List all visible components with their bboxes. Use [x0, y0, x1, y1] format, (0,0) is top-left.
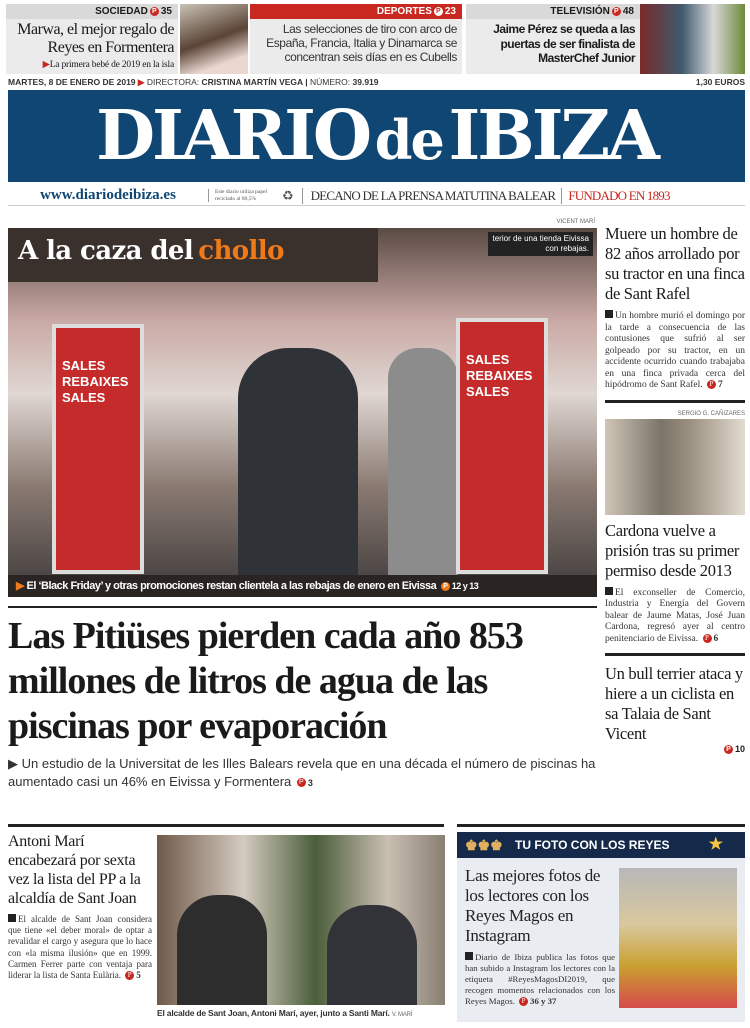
teaser-subtitle: La primera bebé de 2019 en la isla	[49, 60, 174, 70]
article-title: Cardona vuelve a prisión tras su primer permiso desde 2013	[605, 520, 740, 580]
main-photo[interactable]	[8, 228, 597, 597]
masthead[interactable]	[8, 90, 745, 182]
page-icon: P	[519, 997, 528, 1006]
section-label: TELEVISIÓN	[550, 6, 610, 17]
page-icon: P	[150, 7, 159, 16]
header	[6, 4, 745, 206]
article-body: Diario de Ibiza publica las fotos que han subido a Instagram los lectores con la etiqueta #ReyesMagosDI2019, que recogen momentos relacionados con los Reyes Magos.	[465, 952, 615, 1006]
reyes-box[interactable]	[457, 832, 745, 1022]
page-number: 10	[734, 744, 745, 754]
teaser-title: Marwa, el mejor regalo de Reyes en Formentera	[17, 21, 174, 56]
page-icon: P	[707, 380, 716, 389]
tagline-bar	[8, 186, 745, 206]
page-icon: P	[703, 634, 712, 643]
teaser-photo-masterchef	[640, 4, 745, 74]
page-icon: P	[434, 7, 443, 16]
page-number: 3	[307, 778, 313, 788]
caption-text: El ‘Black Friday’ y otras promociones restan clientela a las rebajas de enero en Eivissa	[26, 580, 437, 592]
lead-sub-text: Un estudio de la Universitat de les Illes Balears revela que en una década el número de piscinas ha aumentado casi un 46% en Eivissa y Formentera	[8, 756, 596, 789]
side-article-tractor[interactable]	[605, 224, 745, 392]
issue-number: 39.919	[352, 77, 379, 87]
founded: FUNDADO EN 1893	[561, 188, 669, 204]
reyes-banner	[457, 832, 745, 858]
cardona-photo	[605, 419, 745, 515]
website-link[interactable]: www.diariodeibiza.es	[40, 187, 176, 203]
photo-credit: V. MARÍ	[391, 1012, 413, 1018]
masthead-title-de: de	[374, 108, 443, 172]
article-title: Muere un hombre de 82 años arrollado por su tractor en una finca de Sant Rafel	[605, 224, 745, 303]
three-kings-icon: ♚♚♚	[465, 837, 503, 853]
sales-sign-left: SALES REBAIXES SALES	[52, 324, 144, 574]
reyes-photo	[619, 868, 737, 1008]
recycled-note: Este diario utiliza papel reciclado al 80,5%	[208, 189, 282, 202]
arrow-icon: ▶	[16, 580, 24, 592]
photo-title-highlight: chollo	[198, 236, 284, 266]
photo-inset-caption: terior de una tienda Eivissa con rebajas.	[488, 232, 593, 256]
article-title: Antoni Marí encabezará por sexta vez la lista del PP a la alcaldía de Sant Joan	[8, 833, 141, 907]
right-column	[605, 224, 745, 755]
article-antoni-mari[interactable]	[8, 832, 152, 981]
director-label: DIRECTORA:	[146, 77, 200, 87]
photo-title	[8, 228, 294, 282]
page-number: 7	[718, 380, 723, 390]
photo-credit: VICENT MARÍ	[556, 219, 595, 225]
side-article-cardona[interactable]	[605, 521, 745, 646]
section-label: DEPORTES	[376, 6, 432, 17]
arrow-icon: ▶	[42, 60, 50, 70]
teaser-deportes[interactable]	[250, 4, 462, 74]
section-label: SOCIEDAD	[95, 6, 148, 17]
teaser-photo-baby	[180, 4, 248, 74]
photo-credit: SERGIO G. CAÑIZARES	[677, 410, 745, 417]
photo-caption	[157, 1008, 445, 1021]
page-number: 48	[622, 6, 634, 17]
arrow-icon: ▶	[8, 756, 22, 771]
banner-text: TU FOTO CON LOS REYES	[515, 838, 670, 852]
article-body: El exconseller de Comercio, Industria y Energía del Govern balear de Jaume Matas, José Juan Cardona, regresó ayer al centro penitenciario de Eivissa.	[605, 587, 745, 644]
teaser-title: Jaime Pérez se queda a las puertas de ser finalista de MasterChef Junior	[493, 22, 635, 65]
teaser-title: Las selecciones de tiro con arco de España, Francia, Italia y Dinamarca se concentran seis días en es Cubells	[266, 22, 457, 64]
director: CRISTINA MARTÍN VEGA	[201, 77, 303, 87]
page-number: 6	[713, 633, 719, 644]
photo-caption	[8, 575, 597, 597]
star-icon: ★	[708, 836, 723, 853]
masthead-title-diario: DIARIO	[96, 96, 370, 176]
page-icon: P	[724, 745, 733, 754]
caption-text: El alcalde de Sant Joan, Antoni Marí, ayer, junto a Santi Marí.	[157, 1008, 390, 1018]
dateline: MARTES, 8 DE ENERO DE 2019 ▶ DIRECTORA: CRISTINA MARTÍN VEGA | NÚMERO: 39.919 1,30 EUROS	[8, 77, 745, 87]
teaser-television[interactable]	[466, 4, 640, 74]
lead-subtitle	[8, 755, 598, 792]
lead-headline[interactable]: Las Pitiüses pierden cada año 853 millones de litros de agua de las piscinas por evaporación	[8, 615, 523, 747]
side-article-bull-terrier[interactable]	[605, 664, 745, 755]
reyes-text	[465, 866, 615, 1007]
teaser-sociedad[interactable]	[6, 4, 178, 74]
page-icon: P	[297, 778, 306, 787]
page-number: 35	[160, 6, 172, 17]
page-number: 5	[136, 970, 141, 981]
motto: DECANO DE LA PRENSA MATUTINA BALEAR	[302, 188, 556, 204]
antoni-mari-photo	[157, 835, 445, 1005]
page-number: 23	[444, 6, 456, 17]
photo-title-text: A la caza del	[18, 236, 194, 266]
article-body: El alcalde de Sant Joan considera que tiene «el deber moral» de optar a revalidar el cargo y asegura que lo hace con «la misma ilusión» que en 1999. Carmen Ferrer parte con ventaja para liderar la lista de Santa Eulària.	[8, 914, 152, 981]
lead-block	[8, 614, 598, 792]
page-icon: P	[441, 582, 450, 591]
page-number: 12 y 13	[451, 581, 479, 591]
price: 1,30 EUROS	[695, 77, 745, 87]
date: MARTES, 8 DE ENERO DE 2019	[8, 77, 136, 87]
page-icon: P	[612, 7, 621, 16]
teaser-row	[6, 4, 745, 74]
article-title: Las mejores fotos de los lectores con los Reyes Magos en Instagram	[465, 866, 601, 945]
number-label: NÚMERO:	[309, 77, 351, 87]
masthead-title-ibiza: IBIZA	[448, 96, 657, 176]
shopper-figure	[238, 348, 358, 578]
page-icon: P	[125, 971, 134, 980]
page-number: 36 y 37	[530, 996, 557, 1006]
recycle-icon: ♻	[282, 187, 294, 203]
article-body: Un hombre murió el domingo por la tarde a consecuencia de las contusiones que sufrió al ser golpeado por su tractor, en un accidente ocurrido cuando trabajaba en una finca privada cerca del hipódromo de Sant Rafel.	[605, 311, 745, 390]
article-title: Un bull terrier ataca y hiere a un ciclista en sa Talaia de Sant Vicent	[605, 664, 743, 743]
sales-sign-right: SALES REBAIXES SALES	[456, 318, 548, 574]
